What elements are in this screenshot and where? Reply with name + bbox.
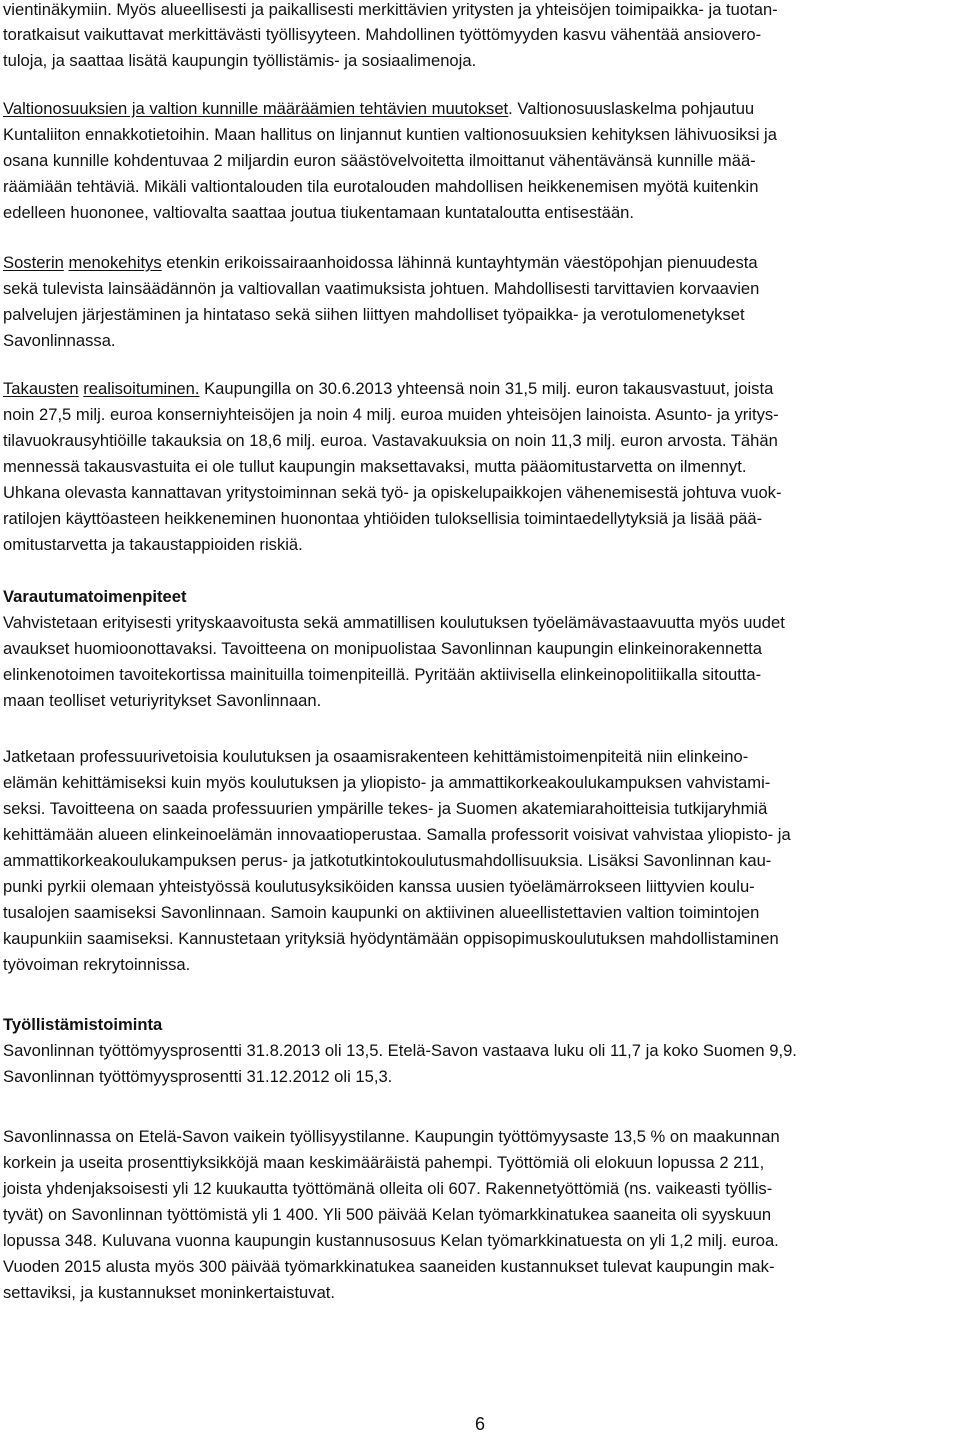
text-line: Savonlinnassa on Etelä-Savon vaikein työllisyystilanne. Kaupungin työttömyysaste 13,5 % on maakunnan bbox=[3, 1127, 780, 1146]
text-line: ratilojen käyttöasteen heikkeneminen huonontaa yhtiöiden tuloksellisia toimintaedellytyksiä ja lisää pää- bbox=[3, 509, 763, 528]
section-heading-sosteri: Sosterin bbox=[3, 253, 64, 272]
text-line: palvelujen järjestäminen ja hintataso sekä siihen liittyen mahdolliset työpaikka- ja verotulomenetykset bbox=[3, 305, 745, 324]
text-line: elämän kehittämiseksi kuin myös koulutuksen ja yliopisto- ja ammattikorkeakoulukampuksen vahvistami- bbox=[3, 773, 771, 792]
text-line: elinkenotoimen tavoitekortissa mainituilla toimenpiteillä. Pyritään aktiivisella elinkeinopolitiikalla sitoutta- bbox=[3, 665, 762, 684]
text-line: omitustarvetta ja takaustappioiden riskiä. bbox=[3, 535, 303, 554]
text-line: Savonlinnassa. bbox=[3, 331, 116, 350]
text-line: vientinäkymiin. Myös alueellisesti ja paikallisesti merkittävien yritysten ja yhteisöjen toimipaikka- ja tuotan- bbox=[3, 0, 778, 19]
section-heading-takausten: Takausten bbox=[3, 379, 79, 398]
text-line: noin 27,5 milj. euroa konserniyhteisöjen ja noin 4 milj. euroa muiden yhteisöjen lainoista. Asunto- ja yritys- bbox=[3, 405, 779, 424]
text-line: kaupunkiin saamiseksi. Kannustetaan yrityksiä hyödyntämään oppisopimuskoulutuksen mahdollistaminen bbox=[3, 929, 779, 948]
text-line: Valtionosuuksien ja valtion kunnille määräämien tehtävien muutokset. Valtionosuuslaskelma pohjautuu bbox=[3, 99, 755, 118]
text-line: Takausten realisoituminen. Kaupungilla on 30.6.2013 yhteensä noin 31,5 milj. euron takausvastuut, joista bbox=[3, 379, 774, 398]
section-heading-realisoituminen: realisoituminen. bbox=[83, 379, 200, 398]
text-line: räämiään tehtäviä. Mikäli valtiontalouden tila eurotalouden mahdollisen heikkenemisen myötä kuitenkin bbox=[3, 177, 759, 196]
text-line: mennessä takausvastuita ei ole tullut kaupungin maksettavaksi, mutta pääomitustarvetta on ilmennyt. bbox=[3, 457, 747, 476]
text-line: settaviksi, ja kustannukset moninkertaistuvat. bbox=[3, 1283, 336, 1302]
text-line: edelleen huononee, valtiovalta saattaa joutua tiukentamaan kuntataloutta entisestään. bbox=[3, 203, 635, 222]
page-number: 6 bbox=[474, 1414, 485, 1434]
text-line: tuloja, ja saattaa lisätä kaupungin työllistämis- ja sosiaalimenoja. bbox=[3, 51, 477, 70]
section-heading-varautumatoimenpiteet: Varautumatoimenpiteet bbox=[3, 587, 187, 606]
section-heading-menokehitys: menokehitys bbox=[68, 253, 162, 272]
text-line: joista yhdenjaksoisesti yli 12 kuukautta työttömänä olleita oli 607. Rakennetyöttömiä (ns. vaikeasti työllis- bbox=[3, 1179, 773, 1198]
text-line: tyvät) on Savonlinnan työttömistä yli 1 400. Yli 500 päivää Kelan työmarkkinatukea saaneita oli syyskuun bbox=[3, 1205, 772, 1224]
text-line: osana kunnille kohdentuvaa 2 miljardin euron säästövelvoitetta ilmoittanut vähentävänsä kunnille mää- bbox=[3, 151, 756, 170]
text-line: Vuoden 2015 alusta myös 300 päivää työmarkkinatukea saaneiden kustannukset tulevat kaupungin mak- bbox=[3, 1257, 775, 1276]
text-line: lopussa 348. Kuluvana vuonna kaupungin kustannusosuus Kelan työmarkkinatuesta on yli 1,2 milj. euroa. bbox=[3, 1231, 779, 1250]
text-line: tilavuokrausyhtiöille takauksia on 18,6 milj. euroa. Vastavakuuksia on noin 11,3 milj. euron arvosta. Tähän bbox=[3, 431, 778, 450]
text-line: Sosterin menokehitys etenkin erikoissairaanhoidossa lähinnä kuntayhtymän väestöpohjan pienuudesta bbox=[3, 253, 758, 272]
text-line: Savonlinnan työttömyysprosentti 31.8.2013 oli 13,5. Etelä-Savon vastaava luku oli 11,7 ja koko Suomen 9,9. bbox=[3, 1041, 797, 1060]
text-line: toratkaisut vaikuttavat merkittävästi työllisyyteen. Mahdollinen työttömyyden kasvu vähentää ansiovero- bbox=[3, 25, 762, 44]
section-heading-valtionosuudet: Valtionosuuksien ja valtion kunnille määräämien tehtävien muutokset bbox=[3, 99, 509, 118]
text-line: Vahvistetaan erityisesti yrityskaavoitusta sekä ammatillisen koulutuksen työelämävastaavuutta myös uudet bbox=[3, 613, 785, 632]
text-line: Jatketaan professuurivetoisia koulutuksen ja osaamisrakenteen kehittämistoimenpiteitä niin elinkeino- bbox=[3, 747, 749, 766]
text-line: Savonlinnan työttömyysprosentti 31.12.2012 oli 15,3. bbox=[3, 1067, 393, 1086]
text-line: korkein ja useita prosenttiyksikköjä maan keskimääräistä pahempi. Työttömiä oli elokuun lopussa 2 211, bbox=[3, 1153, 765, 1172]
text-line: Uhkana olevasta kannattavan yritystoiminnan sekä työ- ja opiskelupaikkojen vähenemisestä johtuva vuok- bbox=[3, 483, 782, 502]
text-line: punki pyrkii olemaan yhteistyössä koulutusyksiköiden kanssa uusien työelämärrokseen liittyvien koulu- bbox=[3, 877, 755, 896]
text-line: seksi. Tavoitteena on saada professuurien ympärille tekes- ja Suomen akatemiarahoitteisia tutkijaryhmiä bbox=[3, 799, 768, 818]
text-line: tusalojen saamiseksi Savonlinnaan. Samoin kaupunki on aktiivinen alueellistettavien valtion toimintojen bbox=[3, 903, 760, 922]
section-heading-tyollistamistoiminta: Työllistämistoiminta bbox=[3, 1015, 163, 1034]
text-line: maan teolliset veturiyritykset Savonlinnaan. bbox=[3, 691, 322, 710]
text-line: ammattikorkeakoulukampuksen perus- ja jatkotutkintokoulutusmahdollisuuksia. Lisäksi Savonlinnan kau- bbox=[3, 851, 772, 870]
text-line: Kuntaliiton ennakkotietoihin. Maan hallitus on linjannut kuntien valtionosuuksien kehityksen lähivuosiksi ja bbox=[3, 125, 777, 144]
text-line: työvoiman rekrytoinnissa. bbox=[3, 955, 191, 974]
text-line: sekä tulevista lainsäädännön ja valtiovallan vaatimuksista johtuen. Mahdollisesti tarvittavien korvaavien bbox=[3, 279, 760, 298]
text-line: avaukset huomioonottavaksi. Tavoitteena on monipuolistaa Savonlinnan kaupungin elinkeinorakennetta bbox=[3, 639, 762, 658]
text-line: kehittämään alueen elinkeinoelämän innovaatioperustaa. Samalla professorit voisivat vahvistaa yliopisto- ja bbox=[3, 825, 791, 844]
